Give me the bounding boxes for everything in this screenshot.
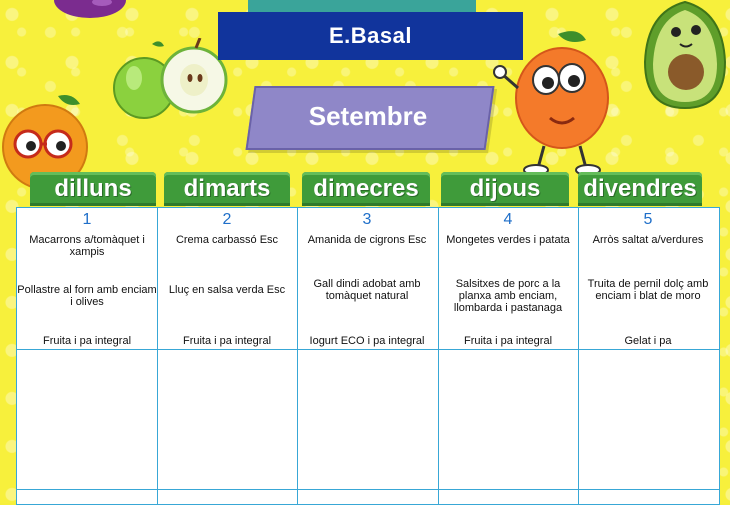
first-course: Mongetes verdes i patata — [446, 234, 570, 246]
day-number: 3 — [362, 211, 372, 228]
grid-divider — [438, 208, 439, 504]
menu-grid — [16, 207, 720, 505]
eggplant-icon — [50, 0, 130, 22]
dessert: Fruita i pa integral — [463, 335, 553, 347]
grid-divider — [17, 349, 719, 350]
day-number: 2 — [222, 211, 232, 228]
dessert: Fruita i pa integral — [182, 335, 272, 347]
first-course: Crema carbassó Esc — [175, 234, 279, 246]
second-course: Truita de pernil dolç amb enciam i blat de moro — [587, 278, 709, 302]
day-tab-thursday: dijous — [441, 172, 569, 206]
dessert: Fruita i pa integral — [42, 335, 132, 347]
grid-divider — [157, 208, 158, 504]
avocado-character-icon — [640, 0, 730, 112]
day-number: 4 — [503, 211, 513, 228]
first-course: Amanida de cigrons Esc — [307, 234, 427, 246]
second-course: Pollastre al forn amb enciam i olives — [17, 284, 157, 308]
second-course: Gall dindi adobat amb tomàquet natural — [313, 278, 421, 302]
grid-divider — [297, 208, 298, 504]
second-course: Salsitxes de porc a la planxa amb enciam, llombarda i pastanaga — [453, 278, 563, 314]
page-title: E.Basal — [218, 12, 523, 60]
day-tab-friday: divendres — [578, 172, 702, 206]
day-number: 5 — [643, 211, 653, 228]
grid-divider — [578, 208, 579, 504]
day-tab-wednesday: dimecres — [302, 172, 430, 206]
day-tab-tuesday: dimarts — [164, 172, 290, 206]
first-course: Arròs saltat a/verdures — [592, 234, 704, 246]
header-strip — [248, 0, 476, 12]
first-course: Macarrons a/tomàquet i xampis — [29, 234, 145, 258]
day-number: 1 — [82, 211, 92, 228]
second-course: Lluç en salsa verda Esc — [168, 284, 286, 296]
dessert: Gelat i pa — [624, 335, 672, 347]
month-label: Setembre — [308, 100, 428, 131]
dessert: Iogurt ECO i pa integral — [309, 335, 425, 347]
day-tab-monday: dilluns — [30, 172, 156, 206]
grid-divider — [17, 489, 719, 490]
